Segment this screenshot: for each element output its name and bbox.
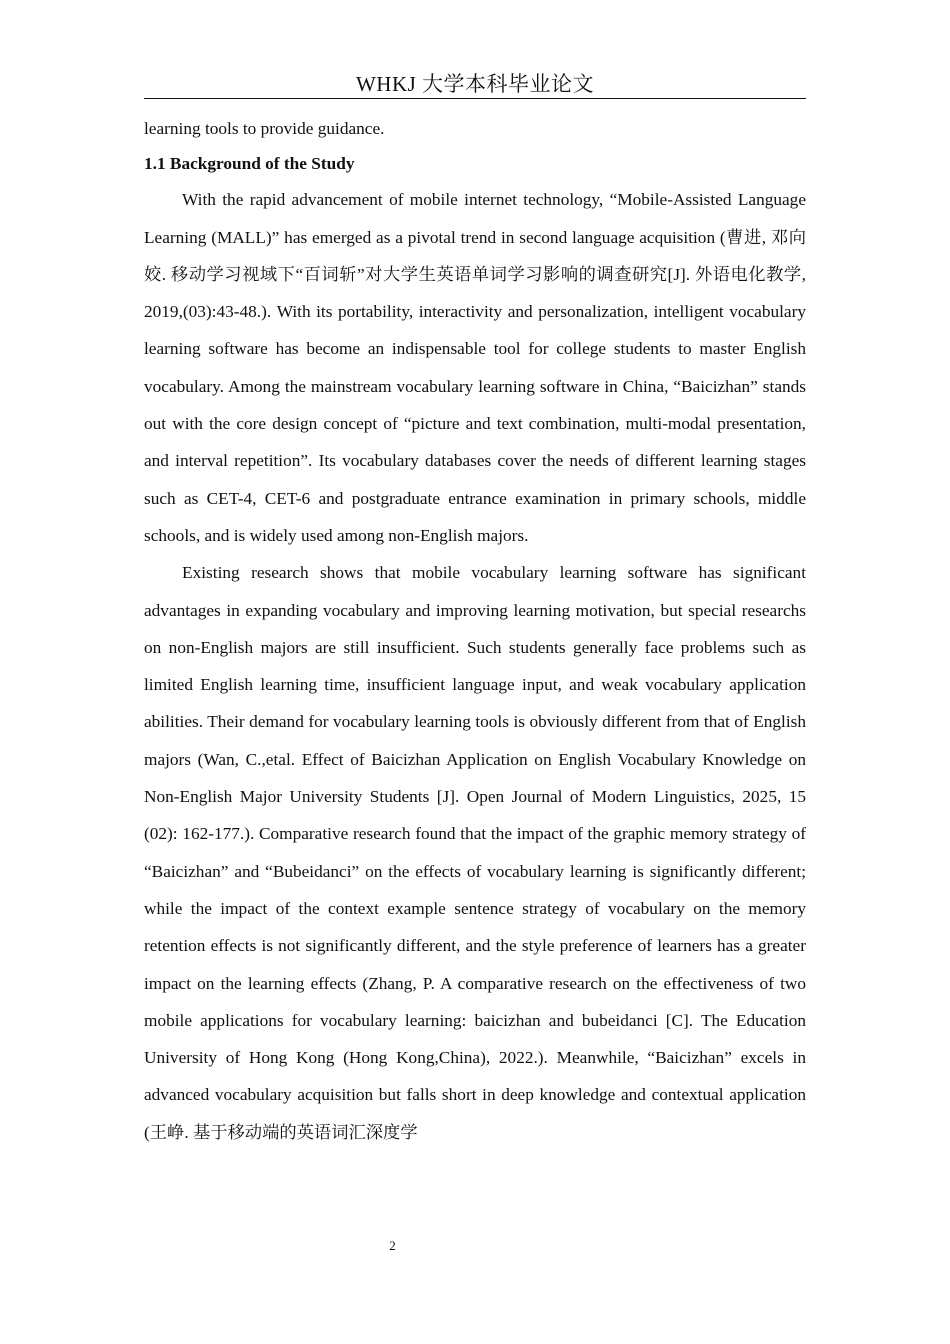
page-number: 2 bbox=[389, 1238, 396, 1253]
lead-line: learning tools to provide guidance. bbox=[144, 119, 385, 138]
body-text bbox=[144, 110, 806, 1151]
paragraph-2: Existing research shows that mobile vocabulary learning software has significant advantages in expanding vocabulary and improving learning motivation, but special researchs on non-English majors are still insufficient. Such students generally face problems such as limited English learning time, insufficient language input, and weak vocabulary application abilities. Their demand for vocabulary learning tools is obviously different from that of English majors (Wan, C.,etal. Effect of Baicizhan Application on English Vocabulary Knowledge on Non-English Major University Students [J]. Open Journal of Modern Linguistics, 2025, 15 (02): 162-177.). Comparative research found that the impact of the graphic memory strategy of “Baicizhan” and “Bubeidanci” on the effects of vocabulary learning is significantly different; while the impact of the context example sentence strategy of vocabulary on the memory retention effects is not significantly different, and the style preference of learners has a greater impact on the learning effects (Zhang, P. A comparative research on the effectiveness of two mobile applications for vocabulary learning: baicizhan and bubeidanci [C]. The Education University of Hong Kong (Hong Kong,China), 2022.). Meanwhile, “Baicizhan” excels in advanced vocabulary acquisition but falls short in deep knowledge and contextual application (王峥. 基于移动端的英语词汇深度学 bbox=[144, 563, 806, 1142]
paragraph-1: With the rapid advancement of mobile internet technology, “Mobile-Assisted Language Learning (MALL)” has emerged as a pivotal trend in second language acquisition (曹进, 邓向姣. 移动学习视域下“百词斩”对大学生英语单词学习影响的调查研究[J]. 外语电化教学, 2019,(03):43-48.). With its portability, interactivity and personalization, intelligent vocabulary learning software has become an indispensable tool for college students to master English vocabulary. Among the mainstream vocabulary learning software in China, “Baicizhan” stands out with the core design concept of “picture and text combination, multi-modal presentation, and interval repetition”. Its vocabulary databases cover the needs of different learning stages such as CET-4, CET-6 and postgraduate entrance examination in primary schools, middle schools, and is widely used among non-English majors. bbox=[144, 190, 806, 545]
page-header-title: WHKJ 大学本科毕业论文 bbox=[355, 72, 595, 96]
header-divider bbox=[144, 98, 806, 99]
section-heading: 1.1 Background of the Study bbox=[144, 154, 355, 174]
